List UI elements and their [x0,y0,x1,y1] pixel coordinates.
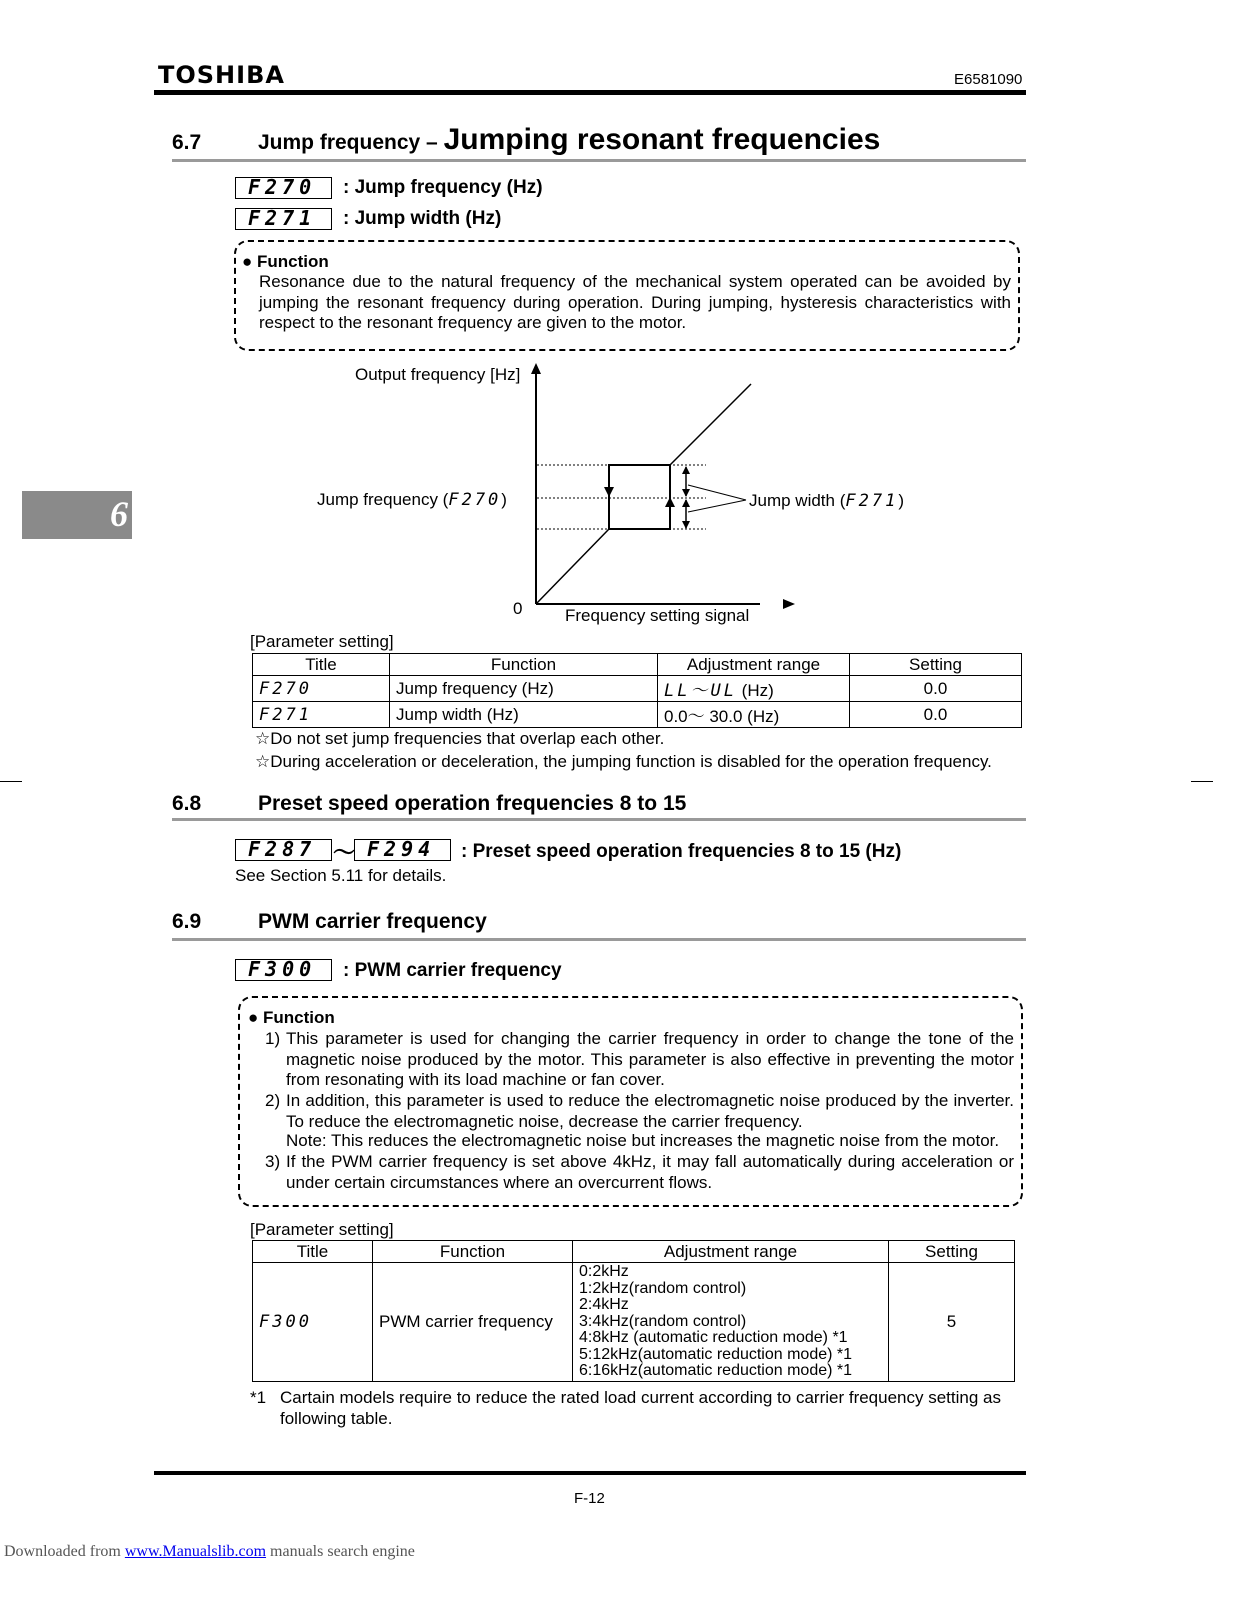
item-number: 3) [265,1152,281,1171]
diagram-origin-label: 0 [513,599,523,618]
jump-frequency-diagram [520,360,760,620]
header-rule [154,90,1026,95]
parameter-table-jump [252,653,1022,728]
table-header-row [253,654,1022,676]
leader-line-upper [688,485,746,500]
row-range: 0.0～ 30.0 (Hz) [658,702,850,728]
download-footer [4,1543,415,1561]
section-6-9-rule [172,938,1026,941]
section-6-7-number: 6.7 [172,131,202,154]
diagram-jump-frequency-label [317,490,507,510]
leader-line-lower [688,500,746,512]
curve-lower [536,529,609,604]
row-range [573,1263,889,1382]
row-setting: 5 [889,1263,1015,1382]
parameter-setting-caption-2: [Parameter setting] [250,1220,394,1239]
function-heading: ● Function [242,252,329,271]
param-label-preset: : Preset speed operation frequencies 8 to 15 (Hz) [461,841,902,862]
col-setting: Setting [889,1241,1015,1263]
note-acceleration: ☆During acceleration or deceleration, the jumping function is disabled for the operation frequency. [255,752,992,771]
item-number: 1) [265,1029,281,1048]
section-6-8-rule [172,818,1026,821]
function-item-2: In addition, this parameter is used to reduce the electromagnetic noise produced by the inverter. To reduce the electromagnetic noise, decrease the carrier frequency. [286,1091,1014,1131]
chapter-tab [22,491,132,539]
param-code-f294: F294 [354,839,451,861]
jump-width-text: Jump width ( [749,491,846,510]
see-section-note: See Section 5.11 for details. [235,866,447,885]
section-6-8-title: Preset speed operation frequencies 8 to 15 [258,792,687,815]
row-title: F271 [253,702,390,728]
range-option: 4:8kHz (automatic reduction mode) *1 [579,1329,848,1346]
x-axis-arrow [780,597,796,611]
paren: ) [501,490,507,509]
jump-width-code: F271 [845,491,899,511]
item-number: 2) [265,1091,281,1110]
function-item-1: This parameter is used for changing the carrier frequency in order to change the tone of the magnetic noise produced by the motor. This parameter is also effective in preventing the motor from resonating with its load machine or fan cover. [286,1029,1014,1089]
col-function: Function [390,654,658,676]
col-setting: Setting [850,654,1022,676]
download-suffix: manuals search engine [266,1543,415,1560]
section-6-7-rule [172,159,1026,162]
range-code: LL～UL [664,681,737,701]
row-setting: 0.0 [850,702,1022,728]
range-option: 6:16kHz(automatic reduction mode) *1 [579,1362,853,1379]
table-row [253,1263,1015,1382]
footer-rule [154,1471,1026,1475]
col-range: Adjustment range [658,654,850,676]
diagram-jump-width-label [749,491,904,511]
footnote-text: Cartain models require to reduce the rated load current according to carrier frequency setting as following table. [280,1388,1001,1428]
row-title: F270 [253,676,390,702]
note-overlap: ☆Do not set jump frequencies that overlap each other. [255,729,665,748]
jump-frequency-text: Jump frequency ( [317,490,449,509]
down-arrow-icon [604,487,614,497]
jump-frequency-code: F270 [448,490,502,510]
function-item-3: If the PWM carrier frequency is set above 4kHz, it may fall automatically during acceleration or under certain circumstances where an overcurrent flows. [286,1152,1014,1192]
manualslib-link[interactable]: www.Manualslib.com [124,1543,267,1560]
page-number: F-12 [574,1490,605,1507]
range-option: 5:12kHz(automatic reduction mode) *1 [579,1345,853,1363]
function-description: Resonance due to the natural frequency of the mechanical system operated can be avoided by jumping the resonant frequency during operation. During jumping, hysteresis characteristics with respect to the resonant frequency are given to the motor. [259,272,1011,332]
section-6-7-title-lead: Jump frequency – [258,131,444,154]
col-range: Adjustment range [573,1241,889,1263]
diagram-x-axis-label: Frequency setting signal [565,606,750,625]
row-function: PWM carrier frequency [373,1263,573,1382]
range-option: 1:2kHz(random control) [579,1279,747,1297]
range-option: 3:4kHz(random control) [579,1312,747,1330]
param-label-f271: : Jump width (Hz) [343,208,502,229]
section-6-7-title [258,123,880,157]
parameter-setting-caption-1: [Parameter setting] [250,632,394,651]
arrowhead-icon [682,499,690,507]
paren: ) [898,491,904,510]
col-title: Title [253,654,390,676]
curve-upper [670,384,751,465]
chapter-number: 6 [110,494,128,534]
table-header-row [253,1241,1015,1263]
row-function: Jump frequency (Hz) [390,676,658,702]
param-label-f270: : Jump frequency (Hz) [343,177,543,198]
col-function: Function [373,1241,573,1263]
function-note: Note: This reduces the electromagnetic noise but increases the magnetic noise from the motor. [286,1131,1000,1150]
range-option: 2:4kHz [579,1296,629,1313]
col-title: Title [253,1241,373,1263]
margin-mark-left [0,781,22,782]
param-code-f300: F300 [235,959,332,981]
download-prefix: Downloaded from [4,1543,125,1560]
table-row [253,676,1022,702]
section-6-9-number: 6.9 [172,910,202,933]
param-code-f270: F270 [235,177,332,199]
row-title: F300 [253,1263,373,1382]
row-function: Jump width (Hz) [390,702,658,728]
arrowhead-icon [682,489,690,497]
function-heading: ● Function [248,1008,335,1027]
parameter-table-pwm [252,1240,1015,1382]
diagram-y-axis-label: Output frequency [Hz] [355,365,521,384]
y-axis-arrow-icon [531,363,541,374]
param-code-f287: F287 [235,839,332,861]
toshiba-logo: TOSHIBA [158,61,285,89]
section-6-9-title: PWM carrier frequency [258,910,487,933]
range-option: 0:2kHz [579,1263,629,1280]
param-code-f271: F271 [235,208,332,230]
document-number: E6581090 [954,71,1023,88]
arrowhead-icon [682,466,690,474]
x-axis-arrow-icon [783,599,795,609]
section-6-7-title-main: Jumping resonant frequencies [443,123,881,156]
range-tilde: ～ [333,840,356,865]
section-6-8-number: 6.8 [172,792,202,815]
margin-mark-right [1191,781,1213,782]
param-label-f300: : PWM carrier frequency [343,960,562,981]
row-range [658,676,850,702]
range-unit: (Hz) [736,681,774,700]
footnote-mark: *1 [250,1388,267,1407]
arrowhead-icon [682,521,690,529]
row-setting: 0.0 [850,676,1022,702]
table-row [253,702,1022,728]
hysteresis-box [609,465,670,529]
